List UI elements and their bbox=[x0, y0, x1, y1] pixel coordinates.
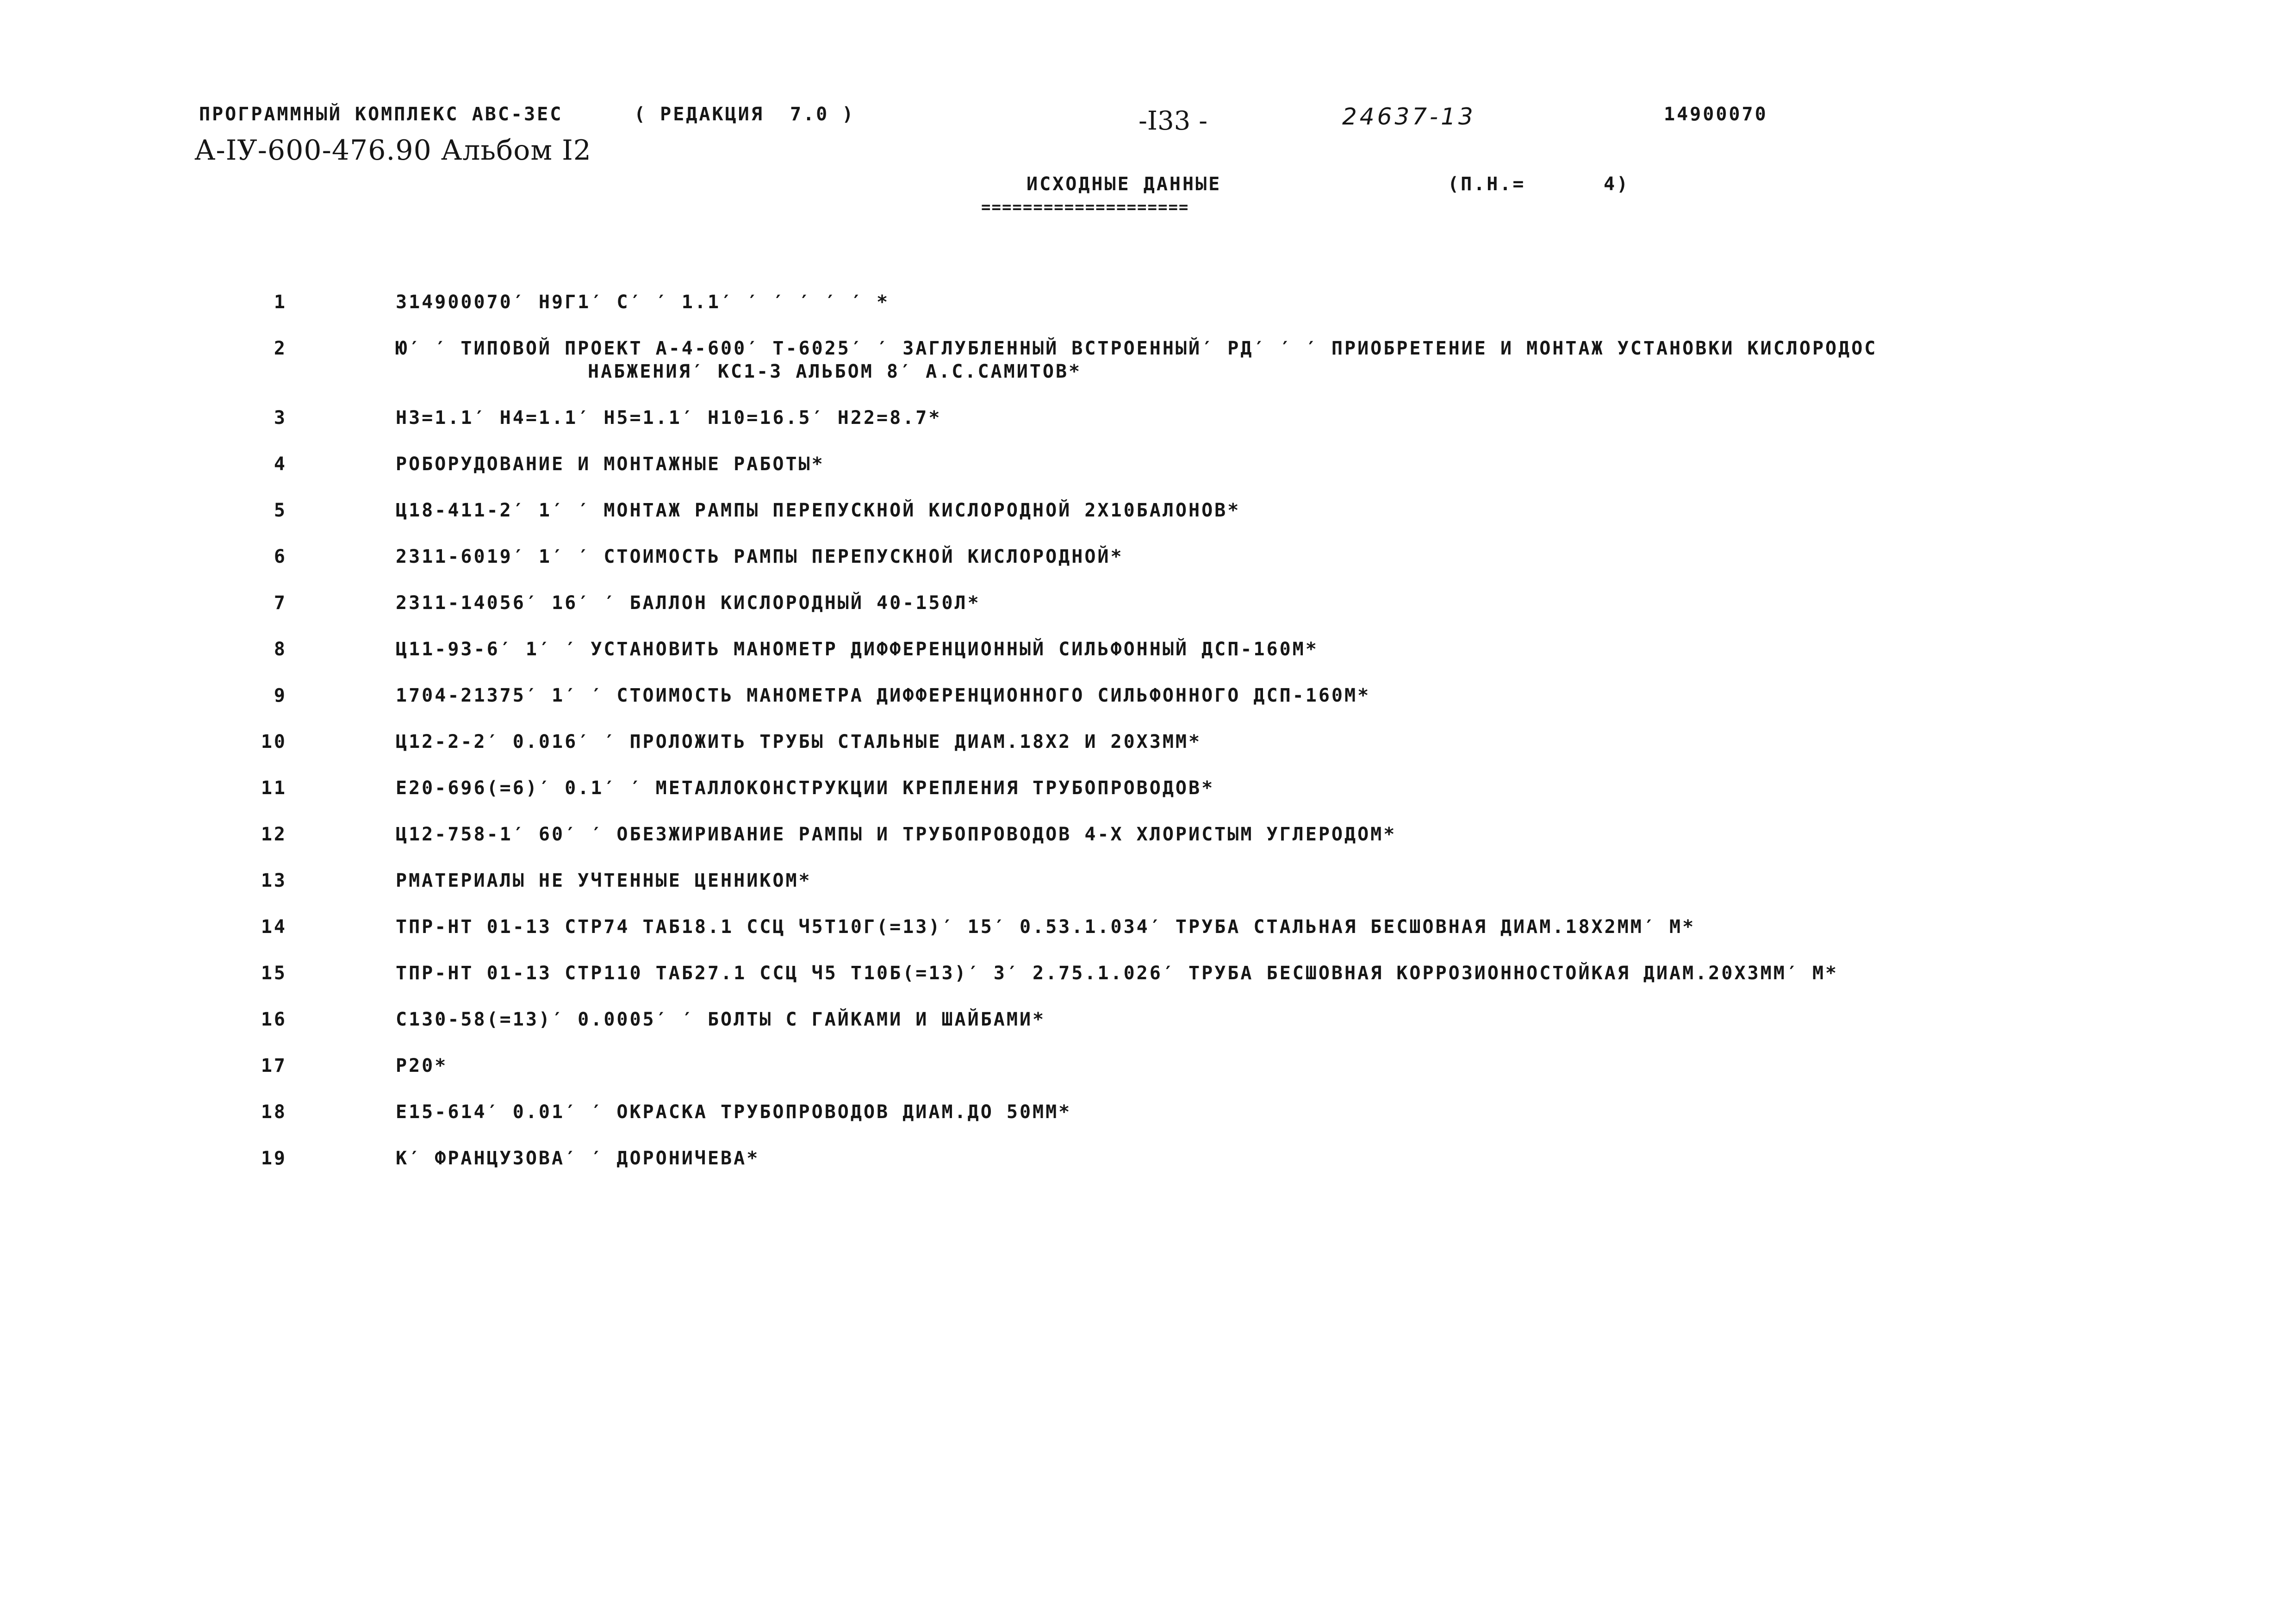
section-title-underline: ==================== bbox=[981, 198, 1189, 217]
line-number: 8 bbox=[274, 639, 287, 660]
line-text: Е20-696(=6)′ 0.1′ ′ МЕТАЛЛОКОНСТРУКЦИИ КРЕПЛЕНИЯ ТРУБОПРОВОДОВ* bbox=[396, 777, 1215, 799]
line-text: 2311-14056′ 16′ ′ БАЛЛОН КИСЛОРОДНЫЙ 40-150Л* bbox=[396, 592, 981, 614]
line-text: Н3=1.1′ Н4=1.1′ Н5=1.1′ Н10=16.5′ Н22=8.7* bbox=[396, 407, 942, 429]
line-text: ТПР-НТ 01-13 СТР110 ТАБ27.1 ССЦ Ч5 Т10Б(=13)′ 3′ 2.75.1.026′ ТРУБА БЕСШОВНАЯ КОРРОЗИОННОСТОЙКАЯ ДИАМ.20Х3ММ′ М* bbox=[396, 963, 1839, 984]
line-number: 7 bbox=[274, 592, 287, 614]
line-text: Ц18-411-2′ 1′ ′ МОНТАЖ РАМПЫ ПЕРЕПУСКНОЙ КИСЛОРОДНОЙ 2Х10БАЛОНОВ* bbox=[396, 500, 1241, 521]
line-text: 1704-21375′ 1′ ′ СТОИМОСТЬ МАНОМЕТРА ДИФФЕРЕНЦИОННОГО СИЛЬФОННОГО ДСП-160М* bbox=[396, 685, 1371, 706]
line-number: 18 bbox=[261, 1101, 287, 1123]
line-text: Ц11-93-6′ 1′ ′ УСТАНОВИТЬ МАНОМЕТР ДИФФЕРЕНЦИОННЫЙ СИЛЬФОННЫЙ ДСП-160М* bbox=[396, 639, 1319, 660]
line-text: 2311-6019′ 1′ ′ СТОИМОСТЬ РАМПЫ ПЕРЕПУСКНОЙ КИСЛОРОДНОЙ* bbox=[396, 546, 1124, 567]
line-number: 3 bbox=[274, 407, 287, 429]
album-reference: А-IУ-600-476.90 Альбом I2 bbox=[194, 134, 591, 167]
line-text: ТПР-НТ 01-13 СТР74 ТАБ18.1 ССЦ Ч5Т10Г(=13)′ 15′ 0.53.1.034′ ТРУБА СТАЛЬНАЯ БЕСШОВНАЯ ДИАМ.18Х2ММ′ М* bbox=[396, 916, 1696, 938]
line-text: РОБОРУДОВАНИЕ И МОНТАЖНЫЕ РАБОТЫ* bbox=[396, 454, 825, 475]
line-number: 11 bbox=[261, 777, 287, 799]
pn-label: (П.Н.= 4) bbox=[1448, 174, 1630, 195]
section-title: ИСХОДНЫЕ ДАННЫЕ bbox=[1027, 174, 1222, 195]
line-number: 5 bbox=[274, 500, 287, 521]
line-number: 12 bbox=[261, 824, 287, 845]
line-number: 13 bbox=[261, 870, 287, 891]
line-number: 1 bbox=[274, 292, 287, 313]
line-number: 6 bbox=[274, 546, 287, 567]
edition-label: ( РЕДАКЦИЯ 7.0 ) bbox=[634, 104, 855, 125]
line-number: 15 bbox=[261, 963, 287, 984]
program-name: ПРОГРАММНЫЙ КОМПЛЕКС АВС-3ЕС bbox=[199, 104, 563, 125]
line-number: 9 bbox=[274, 685, 287, 706]
page-number: -I33 - bbox=[1139, 106, 1208, 136]
line-text: Ю′ ′ ТИПОВОЙ ПРОЕКТ А-4-600′ Т-6025′ ′ ЗАГЛУБЛЕННЫЙ ВСТРОЕННЫЙ′ РД′ ′ ′ ПРИОБРЕТЕНИЕ И МОНТАЖ УСТАНОВКИ КИСЛОРОДОС bbox=[396, 338, 1878, 359]
line-text: 314900070′ Н9Г1′ С′ ′ 1.1′ ′ ′ ′ ′ ′ * bbox=[396, 292, 890, 313]
line-number: 19 bbox=[261, 1148, 287, 1169]
line-text: Е15-614′ 0.01′ ′ ОКРАСКА ТРУБОПРОВОДОВ ДИАМ.ДО 50ММ* bbox=[396, 1101, 1072, 1123]
document-code: 14900070 bbox=[1664, 104, 1768, 125]
line-text: Ц12-2-2′ 0.016′ ′ ПРОЛОЖИТЬ ТРУБЫ СТАЛЬНЫЕ ДИАМ.18Х2 И 20Х3ММ* bbox=[396, 731, 1202, 752]
line-number: 2 bbox=[274, 338, 287, 359]
line-text: С130-58(=13)′ 0.0005′ ′ БОЛТЫ С ГАЙКАМИ И ШАЙБАМИ* bbox=[396, 1009, 1046, 1030]
line-text: Р20* bbox=[396, 1055, 448, 1076]
line-number: 14 bbox=[261, 916, 287, 938]
line-number: 10 bbox=[261, 731, 287, 752]
line-number: 16 bbox=[261, 1009, 287, 1030]
line-text: К′ ФРАНЦУЗОВА′ ′ ДОРОНИЧЕВА* bbox=[396, 1148, 760, 1169]
line-text-continuation: НАБЖЕНИЯ′ КС1-3 АЛЬБОМ 8′ А.С.САМИТОВ* bbox=[588, 361, 1082, 382]
line-text: Ц12-758-1′ 60′ ′ ОБЕЗЖИРИВАНИЕ РАМПЫ И ТРУБОПРОВОДОВ 4-Х ХЛОРИСТЫМ УГЛЕРОДОМ* bbox=[396, 824, 1397, 845]
line-number: 17 bbox=[261, 1055, 287, 1076]
line-text: РМАТЕРИАЛЫ НЕ УЧТЕННЫЕ ЦЕННИКОМ* bbox=[396, 870, 812, 891]
handwritten-number: 24637-13 bbox=[1342, 103, 1476, 130]
line-number: 4 bbox=[274, 454, 287, 475]
